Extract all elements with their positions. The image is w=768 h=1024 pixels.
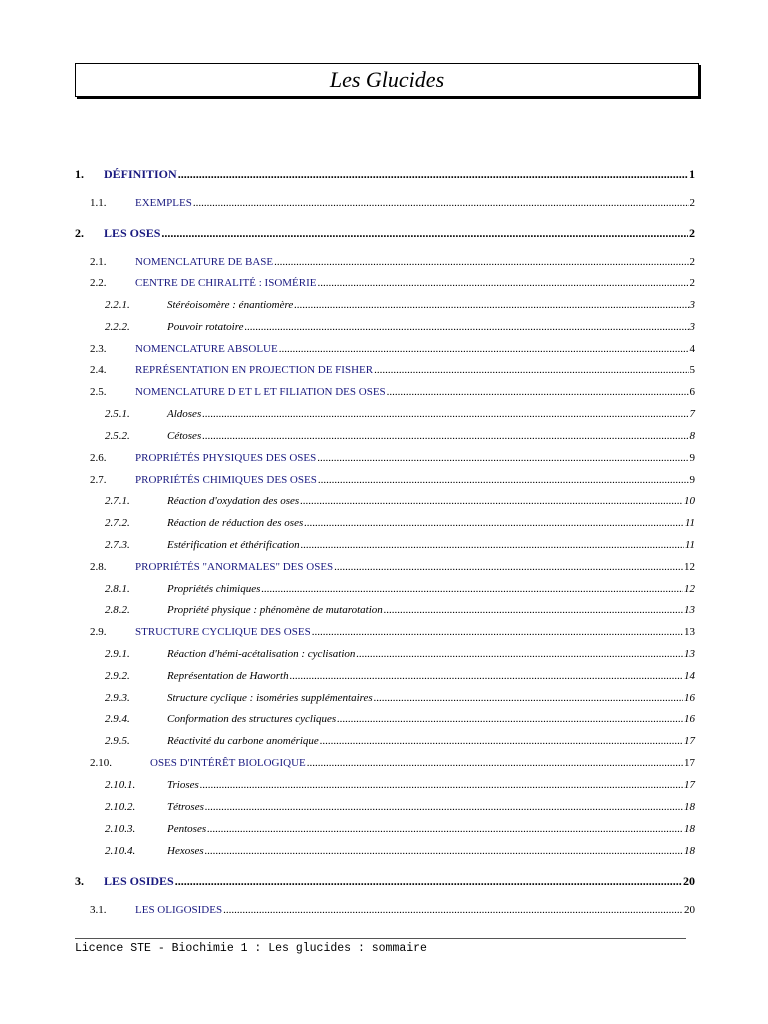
toc-entry-number: 2.9. <box>90 626 107 638</box>
toc-entry-number: 2.4. <box>90 364 107 376</box>
toc-leader-dots <box>356 648 683 660</box>
toc-leader-dots <box>200 779 683 791</box>
toc-entry-number: 2.5. <box>90 386 107 398</box>
toc-leader-dots <box>374 364 688 376</box>
toc-entry-page: 7 <box>689 408 695 420</box>
toc-entry-page: 9 <box>689 474 695 486</box>
toc-leader-dots <box>205 845 683 857</box>
toc-entry-number: 2.10.4. <box>105 845 136 857</box>
toc-entry-2-7-2[interactable] <box>105 517 695 529</box>
toc-entry-2-7-1[interactable] <box>105 495 695 507</box>
toc-entry-1[interactable] <box>75 167 695 182</box>
toc-entry-number: 2.6. <box>90 452 107 464</box>
toc-leader-dots <box>318 474 689 486</box>
toc-entry-number: 2.10.3. <box>105 823 136 835</box>
toc-entry-label: NOMENCLATURE DE BASE <box>135 256 274 268</box>
toc-entry-label: PROPRIÉTÉS PHYSIQUES DES OSES <box>135 452 317 464</box>
toc-entry-2-10-4[interactable] <box>105 845 695 857</box>
toc-entry-label: Stéréoisomère : énantiomère <box>167 299 294 311</box>
toc-entry-number: 1.1. <box>90 197 107 209</box>
toc-leader-dots <box>307 757 683 769</box>
toc-entry-number: 2.8.1. <box>105 583 130 595</box>
toc-entry-2-5-1[interactable] <box>105 408 695 420</box>
toc-entry-number: 1. <box>75 167 84 181</box>
toc-entry-number: 2.9.4. <box>105 713 130 725</box>
toc-leader-dots <box>384 604 683 616</box>
toc-entry-1-1[interactable] <box>90 197 695 209</box>
toc-leader-dots <box>317 277 688 289</box>
toc-entry-page: 9 <box>689 452 695 464</box>
toc-entry-2-3[interactable] <box>90 343 695 355</box>
toc-entry-2-2[interactable] <box>90 277 695 289</box>
toc-entry-label: LES OLIGOSIDES <box>135 904 223 916</box>
toc-entry-page: 3 <box>689 321 695 333</box>
toc-leader-dots <box>205 801 683 813</box>
toc-entry-number: 2.2.1. <box>105 299 130 311</box>
toc-entry-label: Hexoses <box>167 845 204 857</box>
toc-leader-dots <box>374 692 683 704</box>
toc-entry-label: Réaction de réduction des oses <box>167 517 304 529</box>
toc-entry-page: 13 <box>684 648 695 660</box>
toc-entry-number: 2.9.1. <box>105 648 130 660</box>
toc-entry-label: Tétroses <box>167 801 204 813</box>
toc-entry-2-10-1[interactable] <box>105 779 695 791</box>
toc-entry-number: 2.7.1. <box>105 495 130 507</box>
toc-leader-dots <box>300 495 683 507</box>
toc-entry-2-9-3[interactable] <box>105 692 695 704</box>
toc-leader-dots <box>320 735 683 747</box>
toc-entry-2-2-2[interactable] <box>105 321 695 333</box>
toc-entry-2-9-4[interactable] <box>105 713 695 725</box>
toc-entry-2-6[interactable] <box>90 452 695 464</box>
toc-entry-label: Réactivité du carbone anomérique <box>167 735 319 747</box>
toc-entry-number: 2.8.2. <box>105 604 130 616</box>
toc-leader-dots <box>261 583 683 595</box>
toc-leader-dots <box>304 517 684 529</box>
toc-entry-2-7[interactable] <box>90 474 695 486</box>
toc-entry-number: 2.8. <box>90 561 107 573</box>
toc-entry-page: 17 <box>684 757 695 769</box>
toc-entry-label: Pouvoir rotatoire <box>167 321 244 333</box>
toc-entry-label: Estérification et éthérification <box>167 539 300 551</box>
toc-leader-dots <box>387 386 689 398</box>
footer-divider <box>75 938 686 939</box>
toc-entry-number: 2.1. <box>90 256 107 268</box>
toc-entry-label: Trioses <box>167 779 199 791</box>
toc-entry-page: 12 <box>684 583 695 595</box>
toc-entry-label: Aldoses <box>167 408 202 420</box>
toc-leader-dots <box>244 321 688 333</box>
toc-entry-number: 3.1. <box>90 904 107 916</box>
toc-entry-number: 2.10. <box>90 757 112 769</box>
toc-entry-number: 2. <box>75 226 84 240</box>
toc-entry-number: 2.5.1. <box>105 408 130 420</box>
toc-leader-dots <box>223 904 683 916</box>
toc-entry-2-9-2[interactable] <box>105 670 695 682</box>
toc-entry-3[interactable] <box>75 874 695 889</box>
toc-entry-label: Conformation des structures cycliques <box>167 713 337 725</box>
toc-entry-2-9[interactable] <box>90 626 695 638</box>
toc-entry-number: 2.7. <box>90 474 107 486</box>
toc-entry-label: Réaction d'oxydation des oses <box>167 495 300 507</box>
toc-entry-2-7-3[interactable] <box>105 539 695 551</box>
toc-entry-2[interactable] <box>75 226 695 241</box>
toc-entry-label: Cétoses <box>167 430 202 442</box>
toc-entry-label: NOMENCLATURE ABSOLUE <box>135 343 278 355</box>
toc-entry-number: 2.2.2. <box>105 321 130 333</box>
toc-entry-2-5[interactable] <box>90 386 695 398</box>
toc-leader-dots <box>290 670 683 682</box>
toc-entry-label: PROPRIÉTÉS "ANORMALES" DES OSES <box>135 561 334 573</box>
toc-entry-label: Pentoses <box>167 823 207 835</box>
document-title: Les Glucides <box>75 63 699 97</box>
toc-entry-page: 20 <box>683 874 695 888</box>
toc-entry-label: STRUCTURE CYCLIQUE DES OSES <box>135 626 311 638</box>
toc-entry-2-9-5[interactable] <box>105 735 695 747</box>
toc-leader-dots <box>202 430 688 442</box>
toc-leader-dots <box>312 626 683 638</box>
toc-entry-label: Réaction d'hémi-acétalisation : cyclisation <box>167 648 356 660</box>
toc-leader-dots <box>317 452 688 464</box>
toc-entry-number: 2.9.2. <box>105 670 130 682</box>
toc-entry-page: 2 <box>689 256 695 268</box>
toc-entry-label: REPRÉSENTATION EN PROJECTION DE FISHER <box>135 364 374 376</box>
toc-leader-dots <box>337 713 683 725</box>
toc-entry-page: 16 <box>684 692 695 704</box>
toc-entry-label: Propriétés chimiques <box>167 583 261 595</box>
toc-entry-2-8-2[interactable] <box>105 604 695 616</box>
toc-entry-page: 17 <box>684 735 695 747</box>
toc-entry-2-10[interactable] <box>90 757 695 769</box>
toc-leader-dots <box>274 256 688 268</box>
toc-entry-3-1[interactable] <box>90 904 695 916</box>
toc-entry-label: OSES D'INTÉRÊT BIOLOGIQUE <box>150 757 306 769</box>
toc-entry-2-1[interactable] <box>90 256 695 268</box>
toc-entry-page: 2 <box>689 277 695 289</box>
toc-entry-2-10-2[interactable] <box>105 801 695 813</box>
toc-entry-page: 2 <box>689 197 695 209</box>
toc-entry-2-8[interactable] <box>90 561 695 573</box>
toc-leader-dots <box>202 408 688 420</box>
page-footer: Licence STE - Biochimie 1 : Les glucides : sommaire <box>75 942 427 955</box>
toc-leader-dots <box>334 561 683 573</box>
toc-entry-number: 2.10.2. <box>105 801 136 813</box>
toc-entry-number: 2.3. <box>90 343 107 355</box>
toc-entry-2-8-1[interactable] <box>105 583 695 595</box>
toc-entry-number: 2.7.2. <box>105 517 130 529</box>
toc-entry-label: DÉFINITION <box>104 167 177 181</box>
toc-entry-label: NOMENCLATURE D ET L ET FILIATION DES OSES <box>135 386 386 398</box>
toc-leader-dots <box>294 299 688 311</box>
toc-entry-page: 17 <box>684 779 695 791</box>
toc-entry-page: 3 <box>689 299 695 311</box>
toc-leader-dots <box>193 197 689 209</box>
toc-entry-page: 10 <box>684 495 695 507</box>
toc-entry-number: 2.5.2. <box>105 430 130 442</box>
toc-entry-2-5-2[interactable] <box>105 430 695 442</box>
toc-leader-dots <box>178 167 688 182</box>
toc-entry-label: LES OSIDES <box>104 874 174 888</box>
toc-entry-number: 2.9.5. <box>105 735 130 747</box>
toc-entry-page: 13 <box>684 604 695 616</box>
toc-entry-page: 4 <box>689 343 695 355</box>
toc-entry-number: 2.7.3. <box>105 539 130 551</box>
toc-entry-label: PROPRIÉTÉS CHIMIQUES DES OSES <box>135 474 317 486</box>
toc-entry-page: 13 <box>684 626 695 638</box>
toc-entry-number: 2.9.3. <box>105 692 130 704</box>
toc-entry-page: 18 <box>684 845 695 857</box>
toc-entry-page: 11 <box>684 539 695 551</box>
toc-entry-page: 18 <box>684 823 695 835</box>
toc-entry-page: 12 <box>684 561 695 573</box>
toc-entry-number: 2.10.1. <box>105 779 136 791</box>
toc-entry-label: Représentation de Haworth <box>167 670 289 682</box>
toc-entry-2-10-3[interactable] <box>105 823 695 835</box>
toc-entry-2-4[interactable] <box>90 364 695 376</box>
toc-leader-dots <box>161 226 688 241</box>
toc-entry-number: 2.2. <box>90 277 107 289</box>
toc-leader-dots <box>301 539 684 551</box>
toc-entry-page: 16 <box>684 713 695 725</box>
toc-entry-page: 8 <box>689 430 695 442</box>
toc-entry-2-9-1[interactable] <box>105 648 695 660</box>
toc-entry-page: 2 <box>689 226 695 240</box>
toc-entry-page: 11 <box>684 517 695 529</box>
toc-entry-page: 20 <box>684 904 695 916</box>
toc-entry-page: 14 <box>684 670 695 682</box>
toc-entry-number: 3. <box>75 874 84 888</box>
toc-entry-label: Structure cyclique : isoméries supplémentaires <box>167 692 373 704</box>
toc-leader-dots <box>279 343 689 355</box>
toc-entry-2-2-1[interactable] <box>105 299 695 311</box>
toc-entry-page: 6 <box>689 386 695 398</box>
toc-leader-dots <box>207 823 683 835</box>
toc-entry-page: 1 <box>689 167 695 181</box>
toc-entry-page: 5 <box>689 364 695 376</box>
toc-leader-dots <box>175 874 682 889</box>
toc-entry-label: EXEMPLES <box>135 197 192 209</box>
toc-entry-page: 18 <box>684 801 695 813</box>
toc-entry-label: Propriété physique : phénomène de mutarotation <box>167 604 383 616</box>
toc-entry-label: CENTRE DE CHIRALITÉ : ISOMÉRIE <box>135 277 317 289</box>
toc-entry-label: LES OSES <box>104 226 161 240</box>
